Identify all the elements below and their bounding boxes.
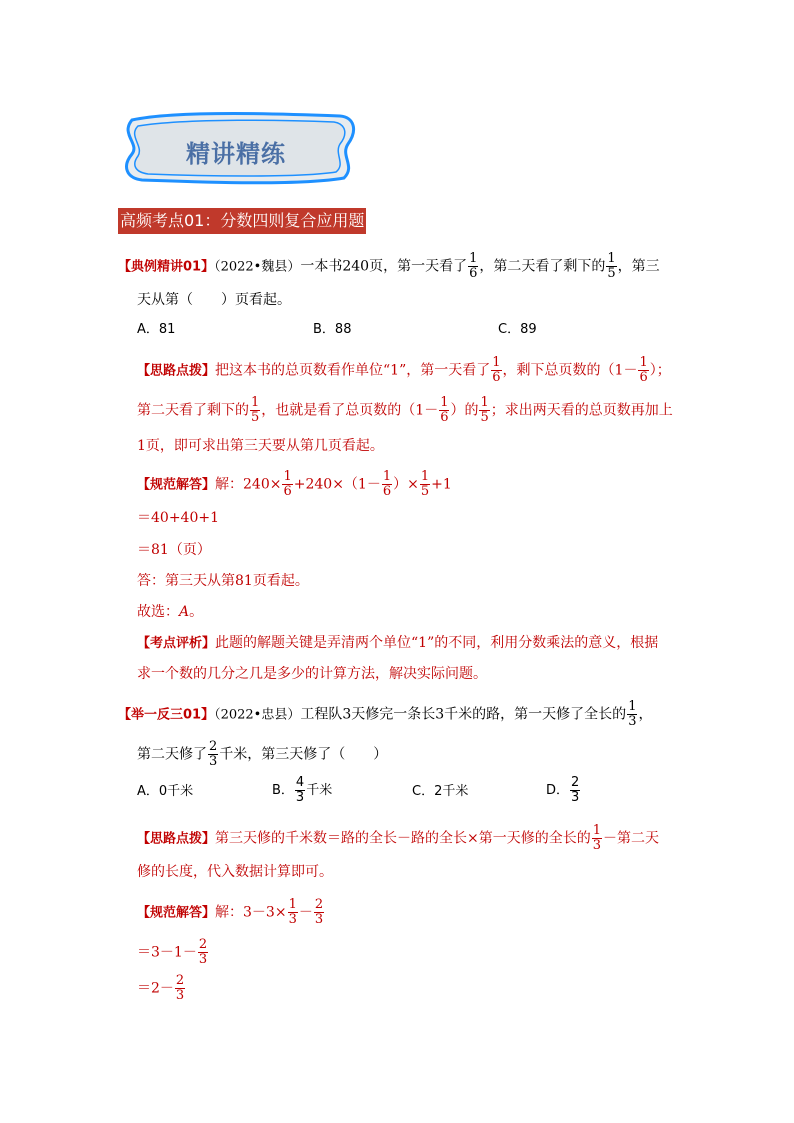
badge-label: 精讲精练	[186, 140, 286, 168]
fraction-1-3: $\frac{1}{3}$	[592, 823, 602, 853]
review-tag: 【考点评析】	[137, 636, 216, 651]
example2-tag: 【举一反三01】	[118, 707, 215, 723]
example1-hint-line1: 【思路点拨】把这本书的总页数看作单位“1”，第一天看了 $\frac{1}{6}$ ，剩下总页数的（1－ $\frac{1}{6}$ ）；	[137, 355, 671, 385]
example2-hint-line2: 修的长度，代入数据计算即可。	[137, 864, 333, 880]
example2-question-line1: 【举一反三01】（2022•忠县）工程队3天修完一条长3千米的路，第一天修了全长的 $\frac{1}{3}$ ，	[118, 699, 653, 729]
example2-option-c[interactable]: C．2千米	[412, 784, 469, 799]
hint-tag: 【思路点拨】	[137, 831, 216, 847]
example1-hint-line2: 第二天看了剩下的 $\frac{1}{5}$ ，也就是看了总页数的（1－ $\frac{1}{6}$ ）的 $\frac{1}{5}$ ；求出两天看的总页数再加上	[137, 395, 673, 425]
example1-review-line2: 求一个数的几分之几是多少的计算方法，解决实际问题。	[137, 666, 487, 682]
example1-text-a: 一本书240页，第一天看了	[300, 258, 468, 275]
fraction-1-6: $\frac{1}{6}$	[469, 251, 478, 281]
fraction-2-3: $\frac{2}{3}$	[314, 897, 324, 927]
section-title: 高频考点01：分数四则复合应用题	[118, 208, 366, 234]
solution-tag: 【规范解答】	[137, 905, 216, 921]
example2-question-line2: 第二天修了 $\frac{2}{3}$ 千米，第三天修了（ ）	[137, 739, 388, 769]
fraction-2-3: $\frac{2}{3}$	[198, 937, 208, 967]
example2-option-d[interactable]: D． $\frac{2}{3}$	[546, 775, 580, 805]
example1-answer: 答：第三天从第81页看起。	[137, 573, 309, 589]
example1-solution-line1: 【规范解答】解：240× $\frac{1}{6}$ +240×（1－ $\frac{1}{6}$ ）× $\frac{1}{5}$ +1	[137, 469, 452, 499]
fraction-1-6: $\frac{1}{6}$	[639, 355, 648, 385]
example2-option-a[interactable]: A．0千米	[137, 784, 194, 799]
fraction-1-5: $\frac{1}{5}$	[607, 251, 616, 281]
fraction-1-6: $\frac{1}{6}$	[283, 469, 292, 499]
example1-option-b[interactable]: B．88	[313, 322, 352, 337]
example1-step2: ＝81（页）	[137, 542, 211, 558]
hint-tag: 【思路点拨】	[137, 363, 216, 379]
example1-question-line1	[118, 252, 660, 281]
example1-question-line2: 天从第（ ）页看起。	[137, 292, 291, 308]
fraction-2-3: $\frac{2}{3}$	[175, 973, 185, 1003]
example1-text-c: ，第三	[617, 258, 660, 275]
example1-option-c[interactable]: C．89	[498, 322, 537, 337]
example1-option-a[interactable]: A．81	[137, 322, 176, 337]
example2-step2: ＝2－ $\frac{2}{3}$	[137, 973, 185, 1003]
fraction-4-3: $\frac{4}{3}$	[295, 775, 305, 805]
example2-step1: ＝3－1－ $\frac{2}{3}$	[137, 937, 208, 967]
example1-step1: ＝40+40+1	[137, 510, 219, 526]
solution-tag: 【规范解答】	[137, 477, 216, 493]
fraction-2-3: $\frac{2}{3}$	[571, 775, 580, 805]
fraction-1-6: $\frac{1}{6}$	[492, 355, 501, 385]
example1-choice: 故选：A。	[137, 604, 204, 620]
fraction-1-6: $\frac{1}{6}$	[440, 395, 449, 425]
fraction-1-5: $\frac{1}{5}$	[251, 395, 260, 425]
example1-tag: 【典例精讲01】	[118, 259, 215, 275]
example1-source: （2022•魏县）	[214, 259, 301, 275]
example2-option-b[interactable]: B． $\frac{4}{3}$ 千米	[272, 775, 333, 805]
fraction-1-6: $\frac{1}{6}$	[382, 469, 392, 499]
example1-text-b: ，第二天看了剩下的	[479, 258, 606, 275]
fraction-1-3: $\frac{1}{3}$	[288, 897, 297, 927]
fraction-1-5: $\frac{1}{5}$	[480, 395, 489, 425]
example2-solution-line1: 【规范解答】解：3－3× $\frac{1}{3}$ － $\frac{2}{3}$	[137, 897, 324, 927]
fraction-1-3: $\frac{1}{3}$	[628, 699, 637, 729]
example2-hint-line1: 【思路点拨】第三天修的千米数＝路的全长－路的全长×第一天修的全长的 $\frac{1}{3}$ －第二天	[137, 823, 660, 853]
fraction-2-3: $\frac{2}{3}$	[209, 739, 218, 769]
example1-hint-line3: 1页，即可求出第三天要从第几页看起。	[137, 438, 384, 454]
example1-review-line1: 【考点评析】此题的解题关键是弄清两个单位“1”的不同，利用分数乘法的意义，根据	[137, 635, 659, 651]
fraction-1-5: $\frac{1}{5}$	[420, 469, 430, 499]
